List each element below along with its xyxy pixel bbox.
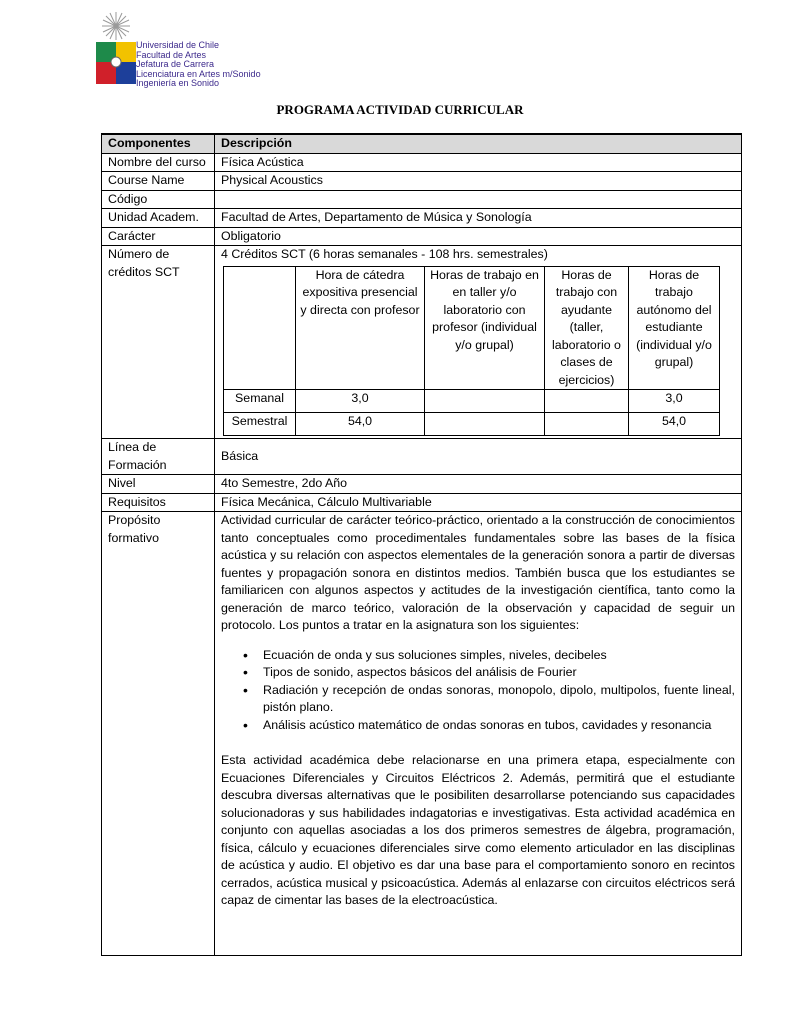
logo-line: Licenciatura en Artes m/Sonido	[136, 68, 261, 79]
hours-cell: 3,0	[296, 390, 425, 413]
table-row	[102, 227, 742, 246]
row-value: 4 Créditos SCT (6 horas semanales - 108 hrs. semestrales)	[221, 247, 548, 261]
hours-cell: 54,0	[629, 413, 720, 436]
table-row	[102, 512, 742, 956]
row-label: Carácter	[102, 227, 215, 246]
row-value: Facultad de Artes, Departamento de Música y Sonología	[215, 209, 742, 228]
list-item: • Ecuación de onda y sus soluciones simples, niveles, decibeles	[243, 647, 735, 665]
logo-line: Facultad de Artes	[136, 49, 207, 60]
hours-cell	[425, 413, 545, 436]
row-label: Requisitos	[102, 493, 215, 512]
hours-header: Horas de trabajo autónomo del estudiante (individual y/o grupal)	[629, 266, 720, 390]
university-logo	[94, 10, 294, 90]
list-item: • Radiación y recepción de ondas sonoras, monopolo, dipolo, multipolos, fuente lineal, pistón plano.	[243, 682, 735, 717]
table-row	[102, 153, 742, 172]
header-componentes: Componentes	[102, 134, 215, 153]
row-label: Línea de Formación	[102, 439, 215, 475]
table-row	[102, 190, 742, 209]
hours-cell: Semanal	[224, 390, 296, 413]
table-row	[102, 493, 742, 512]
hours-cell: 54,0	[296, 413, 425, 436]
row-label: Unidad Academ.	[102, 209, 215, 228]
table-row	[102, 209, 742, 228]
row-label: Propósito formativo	[102, 512, 215, 956]
table-row	[102, 172, 742, 191]
row-label: Nivel	[102, 475, 215, 494]
hours-cell	[425, 390, 545, 413]
table-row	[102, 439, 742, 475]
hours-header	[224, 266, 296, 390]
row-value: Básica	[215, 439, 742, 475]
document-title: PROGRAMA ACTIVIDAD CURRICULAR	[276, 102, 524, 117]
program-table	[101, 133, 742, 956]
proposito-paragraph-1: Actividad curricular de carácter teórico-práctico, orientado a la construcción de conocimientos tanto conceptuales como procedimentales fundamentales sobre las bases de la física acústica y su relación con aspectos elementales de la generación sonora a partir de diversas fuentes y propagación sonora en distintos medios. También busca que los estudiantes se familiaricen con algunos aspectos y actitudes de la investigación científica, tanto como la generación de marco teórico, valoración de la observación y capacidad de seguir un protocolo. Los puntos a tratar en la asignatura son los siguientes:	[221, 513, 735, 632]
row-label: Nombre del curso	[102, 153, 215, 172]
list-item: • Tipos de sonido, aspectos básicos del análisis de Fourier	[243, 664, 735, 682]
row-value: 4to Semestre, 2do Año	[215, 475, 742, 494]
hours-cell	[545, 390, 629, 413]
header-descripcion: Descripción	[215, 134, 742, 153]
row-label: Número de créditos SCT	[102, 246, 215, 439]
row-value: Física Mecánica, Cálculo Multivariable	[215, 493, 742, 512]
hours-header-row	[224, 266, 720, 390]
hours-header: Horas de trabajo con ayudante (taller, laboratorio o clases de ejercicios)	[545, 266, 629, 390]
table-header-row	[102, 134, 742, 153]
row-label: Course Name	[102, 172, 215, 191]
hours-cell: Semestral	[224, 413, 296, 436]
hours-header: Horas de trabajo en en taller y/o laboratorio con profesor (individual y/o grupal)	[425, 266, 545, 390]
row-value: Física Acústica	[215, 153, 742, 172]
list-item: • Análisis acústico matemático de ondas sonoras en tubos, cavidades y resonancia	[243, 717, 735, 735]
university-crest-icon	[94, 10, 138, 90]
topics-list	[243, 647, 735, 735]
row-value	[215, 190, 742, 209]
proposito-paragraph-2: Esta actividad académica debe relacionarse en una primera etapa, especialmente con Ecuaciones Diferenciales y Circuitos Eléctricos 2. Además, permitirá que el estudiante descubra diversas alternativas que le posibiliten desarrollarse potenciando sus capacidades solucionadoras y sus habilidades indagatorias e investigativas. Esta actividad académica en conjunto con aquellas asociadas a los dos primeros semestres de álgebra, programación, física, cálculo y ecuaciones diferenciales sirve como elemento articulador en las disciplinas de acústica y audio. El objetivo es dar una base para el comportamiento sonoro en recintos cerrados, acústica musical y psicoacústica. Además al enlazarse con circuitos eléctricos será capaz de cimentar las bases de la electroacústica.	[221, 753, 735, 907]
logo-line: Jefatura de Carrera	[136, 59, 215, 70]
hours-row	[224, 390, 720, 413]
row-value: Obligatorio	[215, 227, 742, 246]
hours-cell: 3,0	[629, 390, 720, 413]
hours-row	[224, 413, 720, 436]
hours-table	[223, 266, 720, 437]
row-label: Código	[102, 190, 215, 209]
table-row	[102, 475, 742, 494]
hours-cell	[545, 413, 629, 436]
table-row	[102, 246, 742, 439]
hours-header: Hora de cátedra expositiva presencial y directa con profesor	[296, 266, 425, 390]
row-value: Physical Acoustics	[215, 172, 742, 191]
logo-line: Ingeniería en Sonido	[136, 78, 220, 89]
logo-line: Universidad de Chile	[136, 40, 220, 50]
